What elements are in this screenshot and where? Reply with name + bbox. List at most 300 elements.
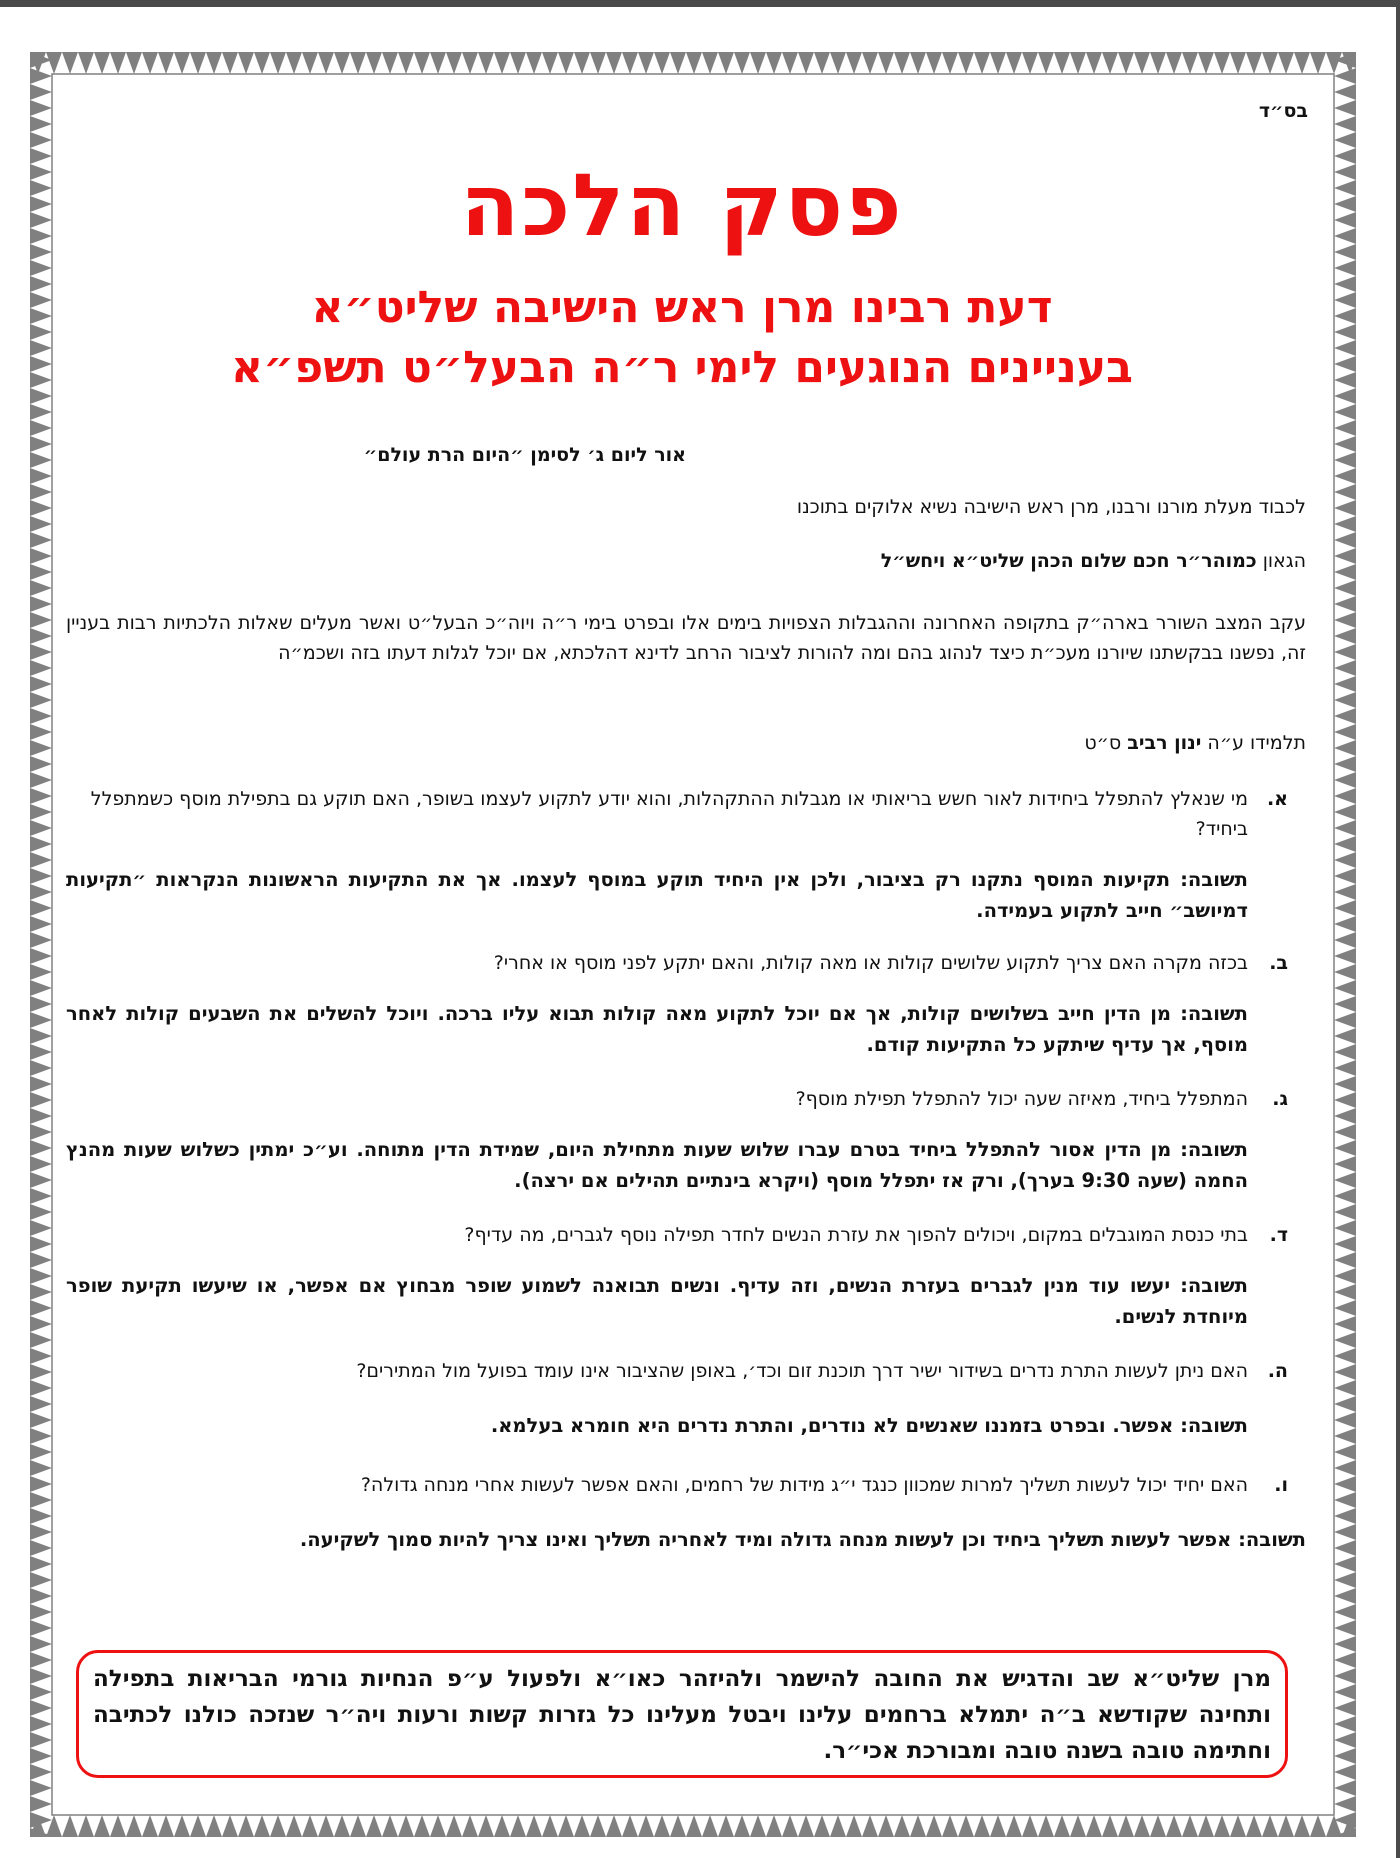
border-tooth bbox=[1334, 1156, 1356, 1172]
answer-c: תשובה: מן הדין אסור להתפלל ביחיד בטרם עברו שלוש שעות מתחילת היום, שמידת הדין מתוחה. וע״כ ימתין כשלוש שעות מהנץ החמה (שעה 9:30 בערך), ורק אז יתפלל מוסף (ויקרא בינתיים תהילים אם ירצה). bbox=[66, 1138, 1248, 1192]
border-tooth bbox=[782, 1815, 798, 1837]
border-tooth bbox=[126, 52, 142, 74]
border-tooth bbox=[462, 1815, 478, 1837]
border-tooth bbox=[270, 52, 286, 74]
border-tooth bbox=[1086, 52, 1102, 74]
border-tooth bbox=[1334, 68, 1356, 84]
salutation-prefix: הגאון bbox=[1256, 550, 1306, 572]
border-tooth bbox=[1334, 1700, 1356, 1716]
border-tooth bbox=[1182, 1815, 1198, 1837]
border-tooth bbox=[894, 52, 910, 74]
border-tooth bbox=[1334, 436, 1356, 452]
border-tooth bbox=[1334, 1268, 1356, 1284]
border-tooth bbox=[718, 52, 734, 74]
border-tooth bbox=[1134, 52, 1150, 74]
border-tooth bbox=[1182, 52, 1198, 74]
border-tooth bbox=[1054, 52, 1070, 74]
border-tooth bbox=[542, 1815, 558, 1837]
subtitle-line-1: דעת רבינו מרן ראש הישיבה שליט״א bbox=[311, 282, 1053, 333]
border-tooth bbox=[30, 1476, 52, 1492]
border-tooth bbox=[318, 1815, 334, 1837]
border-tooth bbox=[1334, 1348, 1356, 1364]
border-tooth bbox=[382, 52, 398, 74]
border-tooth bbox=[638, 52, 654, 74]
border-tooth bbox=[1334, 1092, 1356, 1108]
border-tooth bbox=[702, 1815, 718, 1837]
border-tooth bbox=[30, 772, 52, 788]
border-tooth bbox=[1038, 1815, 1054, 1837]
question-text: האם יחיד יכול לעשות תשליך למרות שמכוון כנגד י״ג מידות של רחמים, והאם אפשר לעשות אחרי מנחה גדולה? bbox=[360, 1474, 1248, 1496]
border-tooth bbox=[1334, 596, 1356, 612]
border-tooth bbox=[1334, 1204, 1356, 1220]
border-tooth bbox=[30, 116, 52, 132]
salutation-line-1: לכבוד מעלת מורנו ורבנו, מרן ראש הישיבה נשיא אלוקים בתוכנו bbox=[796, 496, 1306, 518]
border-tooth bbox=[1334, 1732, 1356, 1748]
border-tooth bbox=[1334, 932, 1356, 948]
border-tooth bbox=[1334, 180, 1356, 196]
border-tooth bbox=[1334, 1780, 1356, 1796]
border-tooth bbox=[574, 52, 590, 74]
border-tooth bbox=[670, 1815, 686, 1837]
border-tooth bbox=[1334, 1236, 1356, 1252]
border-tooth bbox=[622, 1815, 638, 1837]
border-tooth bbox=[1334, 1284, 1356, 1300]
border-tooth bbox=[1334, 852, 1356, 868]
border-tooth bbox=[590, 52, 606, 74]
border-tooth bbox=[926, 52, 942, 74]
border-tooth bbox=[30, 1492, 52, 1508]
border-tooth bbox=[30, 820, 52, 836]
border-tooth bbox=[30, 340, 52, 356]
border-tooth bbox=[1150, 52, 1166, 74]
border-tooth bbox=[206, 52, 222, 74]
border-tooth bbox=[606, 1815, 622, 1837]
border-tooth bbox=[1334, 1396, 1356, 1412]
border-tooth bbox=[94, 52, 110, 74]
border-tooth bbox=[478, 1815, 494, 1837]
border-tooth bbox=[158, 1815, 174, 1837]
border-tooth bbox=[30, 1300, 52, 1316]
border-tooth bbox=[382, 1815, 398, 1837]
border-tooth bbox=[894, 1815, 910, 1837]
page-title: פסק הלכה bbox=[460, 156, 904, 256]
border-tooth bbox=[1214, 52, 1230, 74]
border-tooth bbox=[1334, 1124, 1356, 1140]
border-tooth bbox=[1334, 1108, 1356, 1124]
border-tooth bbox=[62, 1815, 78, 1837]
border-tooth bbox=[1334, 1524, 1356, 1540]
border-tooth bbox=[30, 868, 52, 884]
border-tooth bbox=[1334, 132, 1356, 148]
border-tooth bbox=[30, 100, 52, 116]
border-tooth bbox=[78, 52, 94, 74]
border-tooth bbox=[1334, 484, 1356, 500]
border-tooth bbox=[1334, 1300, 1356, 1316]
question-letter: ב. bbox=[1269, 952, 1288, 974]
border-tooth bbox=[1006, 1815, 1022, 1837]
window-right-edge bbox=[1396, 0, 1400, 1858]
border-tooth bbox=[1334, 772, 1356, 788]
question-letter: ה. bbox=[1267, 1360, 1288, 1382]
bsd-header: בס״ד bbox=[1258, 100, 1308, 122]
border-tooth bbox=[30, 1092, 52, 1108]
answer-e: תשובה: אפשר. ובפרט בזמננו שאנשים לא נודרים, והתרת נדרים היא חומרא בעלמא. bbox=[490, 1414, 1248, 1437]
question-text: בכזה מקרה האם צריך לתקוע שלושים קולות או מאה קולות, והאם יתקע לפני מוסף או אחרי? bbox=[493, 952, 1248, 974]
border-tooth bbox=[510, 52, 526, 74]
border-tooth bbox=[30, 884, 52, 900]
border-tooth bbox=[462, 52, 478, 74]
border-tooth bbox=[1334, 1572, 1356, 1588]
border-tooth bbox=[1334, 1188, 1356, 1204]
border-tooth bbox=[798, 1815, 814, 1837]
closing-statement-box: מרן שליט״א שב והדגיש את החובה להישמר ולהיזהר כאו״א ולפעול ע״פ הנחיות גורמי הבריאות בתפילה ותחינה שקודשא ב״ה יתמלא ברחמים עלינו ויבטל מעלינו כל גזרות קשות ורעות ויה״ר שנזכה כולנו לכתיבה וחתימה טובה בשנה טובה ומבורכת אכי״ר. bbox=[76, 1650, 1288, 1778]
window-top-bar bbox=[0, 0, 1400, 7]
border-tooth bbox=[30, 1604, 52, 1620]
border-tooth bbox=[30, 932, 52, 948]
border-tooth bbox=[30, 1796, 52, 1812]
border-tooth bbox=[622, 52, 638, 74]
border-tooth bbox=[62, 52, 78, 74]
border-tooth bbox=[1334, 868, 1356, 884]
border-tooth bbox=[654, 1815, 670, 1837]
border-tooth bbox=[30, 1044, 52, 1060]
border-tooth bbox=[1054, 1815, 1070, 1837]
border-tooth bbox=[1294, 1815, 1310, 1837]
border-tooth bbox=[1334, 260, 1356, 276]
salutation-name: כמוהר״ר חכם שלום הכהן שליט״א ויחש״ל bbox=[880, 550, 1257, 572]
border-tooth bbox=[1150, 1815, 1166, 1837]
border-tooth bbox=[30, 1284, 52, 1300]
border-tooth bbox=[30, 1076, 52, 1092]
border-tooth bbox=[1310, 1815, 1326, 1837]
border-tooth bbox=[1198, 52, 1214, 74]
border-tooth bbox=[766, 52, 782, 74]
question-f bbox=[66, 1470, 1288, 1500]
border-tooth bbox=[158, 52, 174, 74]
border-tooth bbox=[686, 1815, 702, 1837]
border-tooth bbox=[1246, 1815, 1262, 1837]
border-tooth bbox=[30, 1140, 52, 1156]
border-tooth bbox=[30, 996, 52, 1012]
intro-paragraph: עקב המצב השורר בארה״ק בתקופה האחרונה וההגבלות הצפויות בימים אלו ובפרט בימי ר״ה ויוה״כ הבעל״ט ואשר מעלים שאלות הלכתיות רבות בעניין זה, נפשנו בבקשתנו שיורנו מעכ״ת כיצד לנהוג בהם ומה להורות לציבור הרחב לדינא דהלכתא, אם יוכל לגלות דעתו בזה ושכמ״ה bbox=[66, 612, 1306, 664]
border-tooth bbox=[942, 1815, 958, 1837]
border-tooth bbox=[1334, 708, 1356, 724]
border-tooth bbox=[446, 52, 462, 74]
border-tooth bbox=[1334, 900, 1356, 916]
border-tooth bbox=[30, 1380, 52, 1396]
subtitle-line-2: בעניינים הנוגעים לימי ר״ה הבעל״ט תשפ״א bbox=[231, 342, 1133, 393]
border-tooth bbox=[30, 1316, 52, 1332]
border-tooth bbox=[1262, 52, 1278, 74]
border-tooth bbox=[1006, 52, 1022, 74]
border-tooth bbox=[1334, 468, 1356, 484]
border-tooth bbox=[30, 1524, 52, 1540]
border-tooth bbox=[686, 52, 702, 74]
border-tooth bbox=[350, 1815, 366, 1837]
border-tooth bbox=[30, 516, 52, 532]
border-tooth bbox=[1262, 1815, 1278, 1837]
border-tooth bbox=[30, 804, 52, 820]
border-tooth bbox=[1334, 660, 1356, 676]
border-tooth bbox=[254, 52, 270, 74]
border-tooth bbox=[1334, 1140, 1356, 1156]
question-letter: א. bbox=[1266, 788, 1288, 810]
border-tooth bbox=[958, 1815, 974, 1837]
question-text: המתפלל ביחיד, מאיזה שעה יכול להתפלל תפילת מוסף? bbox=[795, 1088, 1248, 1110]
border-tooth bbox=[30, 1012, 52, 1028]
border-tooth bbox=[1334, 740, 1356, 756]
border-tooth bbox=[1334, 164, 1356, 180]
border-tooth bbox=[30, 388, 52, 404]
border-tooth bbox=[190, 52, 206, 74]
border-tooth bbox=[494, 52, 510, 74]
border-tooth bbox=[238, 1815, 254, 1837]
border-tooth bbox=[398, 52, 414, 74]
border-tooth bbox=[30, 244, 52, 260]
border-tooth bbox=[142, 1815, 158, 1837]
border-tooth bbox=[1334, 1492, 1356, 1508]
signature-name: ינון רביב bbox=[1127, 732, 1202, 754]
border-tooth bbox=[1166, 52, 1182, 74]
border-tooth bbox=[1334, 820, 1356, 836]
border-tooth bbox=[990, 52, 1006, 74]
border-tooth bbox=[30, 740, 52, 756]
border-tooth bbox=[1334, 532, 1356, 548]
border-tooth bbox=[1334, 1364, 1356, 1380]
border-tooth bbox=[1334, 996, 1356, 1012]
border-tooth bbox=[30, 132, 52, 148]
border-tooth bbox=[766, 1815, 782, 1837]
question-b bbox=[66, 948, 1288, 978]
border-tooth bbox=[30, 1716, 52, 1732]
question-text: מי שנאלץ להתפלל ביחידות לאור חשש בריאותי או מגבלות ההתקהלות, והוא יודע לתקוע לעצמו בשופר, האם תוקע גם בתפילת מוסף כשמתפלל ביחיד? bbox=[90, 788, 1248, 840]
signature-line bbox=[66, 728, 1306, 758]
border-tooth bbox=[30, 724, 52, 740]
border-tooth bbox=[30, 644, 52, 660]
border-tooth bbox=[606, 52, 622, 74]
border-tooth bbox=[654, 52, 670, 74]
border-tooth bbox=[1334, 100, 1356, 116]
border-tooth bbox=[1334, 1028, 1356, 1044]
border-tooth bbox=[30, 1204, 52, 1220]
border-tooth bbox=[30, 756, 52, 772]
border-tooth bbox=[846, 1815, 862, 1837]
border-tooth bbox=[414, 1815, 430, 1837]
border-tooth bbox=[30, 1348, 52, 1364]
border-tooth bbox=[30, 468, 52, 484]
border-tooth bbox=[30, 1060, 52, 1076]
border-tooth bbox=[30, 148, 52, 164]
border-tooth bbox=[30, 1508, 52, 1524]
border-tooth bbox=[1294, 52, 1310, 74]
border-tooth bbox=[1022, 1815, 1038, 1837]
border-tooth bbox=[1086, 1815, 1102, 1837]
border-tooth bbox=[30, 1700, 52, 1716]
border-tooth bbox=[1334, 500, 1356, 516]
border-tooth bbox=[334, 1815, 350, 1837]
border-tooth bbox=[1334, 1076, 1356, 1092]
border-tooth bbox=[238, 52, 254, 74]
border-tooth bbox=[1334, 948, 1356, 964]
border-tooth bbox=[910, 52, 926, 74]
border-tooth bbox=[1334, 516, 1356, 532]
border-tooth bbox=[30, 180, 52, 196]
border-tooth bbox=[1334, 676, 1356, 692]
border-tooth bbox=[1334, 1508, 1356, 1524]
border-tooth bbox=[30, 420, 52, 436]
border-tooth bbox=[30, 660, 52, 676]
border-tooth bbox=[1334, 804, 1356, 820]
border-tooth bbox=[558, 52, 574, 74]
border-tooth bbox=[1070, 52, 1086, 74]
border-tooth bbox=[30, 1172, 52, 1188]
border-tooth bbox=[30, 292, 52, 308]
border-tooth bbox=[30, 532, 52, 548]
border-tooth bbox=[222, 1815, 238, 1837]
border-tooth bbox=[558, 1815, 574, 1837]
border-tooth bbox=[718, 1815, 734, 1837]
border-tooth bbox=[1334, 612, 1356, 628]
border-tooth bbox=[174, 1815, 190, 1837]
border-tooth bbox=[1038, 52, 1054, 74]
border-tooth bbox=[30, 1684, 52, 1700]
border-tooth bbox=[30, 484, 52, 500]
border-tooth bbox=[30, 1588, 52, 1604]
border-tooth bbox=[318, 52, 334, 74]
border-tooth bbox=[1334, 980, 1356, 996]
salutation-line-2 bbox=[66, 546, 1306, 576]
border-tooth bbox=[142, 52, 158, 74]
border-tooth bbox=[30, 1428, 52, 1444]
border-tooth bbox=[30, 916, 52, 932]
border-tooth bbox=[1334, 724, 1356, 740]
border-tooth bbox=[798, 52, 814, 74]
border-tooth bbox=[1118, 52, 1134, 74]
border-tooth bbox=[30, 324, 52, 340]
border-tooth bbox=[30, 564, 52, 580]
border-tooth bbox=[1334, 1588, 1356, 1604]
border-tooth bbox=[494, 1815, 510, 1837]
border-tooth bbox=[878, 1815, 894, 1837]
border-tooth bbox=[302, 52, 318, 74]
border-tooth bbox=[1334, 1412, 1356, 1428]
border-tooth bbox=[1334, 1764, 1356, 1780]
border-tooth bbox=[30, 1396, 52, 1412]
border-tooth bbox=[1246, 52, 1262, 74]
border-tooth bbox=[30, 356, 52, 372]
border-tooth bbox=[990, 1815, 1006, 1837]
border-tooth bbox=[1102, 1815, 1118, 1837]
border-tooth bbox=[1334, 1172, 1356, 1188]
answer-b: תשובה: מן הדין חייב בשלושים קולות, אך אם יוכל לתקוע מאה קולות תבוא עליו ברכה. ויוכל להשלים את השבעים קולות לאחר מוסף, אך עדיף שיתקע כל התקיעות קודם. bbox=[66, 1002, 1248, 1056]
border-tooth bbox=[1334, 212, 1356, 228]
border-tooth bbox=[1334, 308, 1356, 324]
border-tooth bbox=[30, 1028, 52, 1044]
border-tooth bbox=[30, 1748, 52, 1764]
border-tooth bbox=[1334, 836, 1356, 852]
border-tooth bbox=[30, 260, 52, 276]
border-tooth bbox=[30, 788, 52, 804]
border-tooth bbox=[1230, 52, 1246, 74]
border-tooth bbox=[302, 1815, 318, 1837]
border-tooth bbox=[30, 164, 52, 180]
border-tooth bbox=[30, 212, 52, 228]
border-tooth bbox=[830, 52, 846, 74]
question-a bbox=[66, 784, 1288, 844]
border-tooth bbox=[750, 52, 766, 74]
border-tooth bbox=[1334, 964, 1356, 980]
border-tooth bbox=[862, 52, 878, 74]
border-tooth bbox=[574, 1815, 590, 1837]
border-tooth bbox=[1334, 1252, 1356, 1268]
border-tooth bbox=[1310, 52, 1326, 74]
border-tooth bbox=[46, 1815, 62, 1837]
border-tooth bbox=[1334, 1332, 1356, 1348]
border-tooth bbox=[1334, 84, 1356, 100]
border-tooth bbox=[30, 628, 52, 644]
border-tooth bbox=[94, 1815, 110, 1837]
border-tooth bbox=[590, 1815, 606, 1837]
border-tooth bbox=[1334, 1428, 1356, 1444]
border-tooth bbox=[206, 1815, 222, 1837]
border-tooth bbox=[30, 196, 52, 212]
answer-a: תשובה: תקיעות המוסף נתקנו רק בציבור, ולכן אין היחיד תוקע במוסף לעצמו. אך את התקיעות הראשונות הנקראות ״תקיעות דמיושב״ חייב לתקוע בעמידה. bbox=[66, 868, 1248, 922]
question-letter: ד. bbox=[1269, 1224, 1288, 1246]
border-tooth bbox=[526, 1815, 542, 1837]
border-tooth bbox=[398, 1815, 414, 1837]
border-tooth bbox=[814, 52, 830, 74]
border-tooth bbox=[1334, 356, 1356, 372]
border-tooth bbox=[30, 1572, 52, 1588]
border-tooth bbox=[526, 52, 542, 74]
border-tooth bbox=[1334, 1636, 1356, 1652]
border-tooth bbox=[30, 1636, 52, 1652]
border-tooth bbox=[366, 1815, 382, 1837]
border-tooth bbox=[1334, 564, 1356, 580]
question-c bbox=[66, 1084, 1288, 1114]
border-tooth bbox=[1334, 1540, 1356, 1556]
border-tooth bbox=[30, 1412, 52, 1428]
border-tooth bbox=[30, 276, 52, 292]
border-tooth bbox=[30, 228, 52, 244]
border-tooth bbox=[878, 52, 894, 74]
border-tooth bbox=[30, 836, 52, 852]
border-tooth bbox=[30, 68, 52, 84]
border-tooth bbox=[1334, 1220, 1356, 1236]
border-tooth bbox=[366, 52, 382, 74]
border-tooth bbox=[30, 1364, 52, 1380]
border-tooth bbox=[30, 1652, 52, 1668]
border-tooth bbox=[334, 52, 350, 74]
border-tooth bbox=[1334, 388, 1356, 404]
border-tooth bbox=[30, 1188, 52, 1204]
border-tooth bbox=[30, 852, 52, 868]
border-tooth bbox=[286, 52, 302, 74]
border-tooth bbox=[1334, 1652, 1356, 1668]
border-tooth bbox=[974, 52, 990, 74]
border-tooth bbox=[1334, 1668, 1356, 1684]
border-tooth bbox=[30, 676, 52, 692]
border-tooth bbox=[1278, 52, 1294, 74]
border-tooth bbox=[30, 452, 52, 468]
border-tooth bbox=[30, 692, 52, 708]
border-tooth bbox=[1198, 1815, 1214, 1837]
border-tooth bbox=[1334, 548, 1356, 564]
border-tooth bbox=[30, 1332, 52, 1348]
border-tooth bbox=[1334, 1684, 1356, 1700]
border-tooth bbox=[30, 1444, 52, 1460]
border-tooth bbox=[942, 52, 958, 74]
